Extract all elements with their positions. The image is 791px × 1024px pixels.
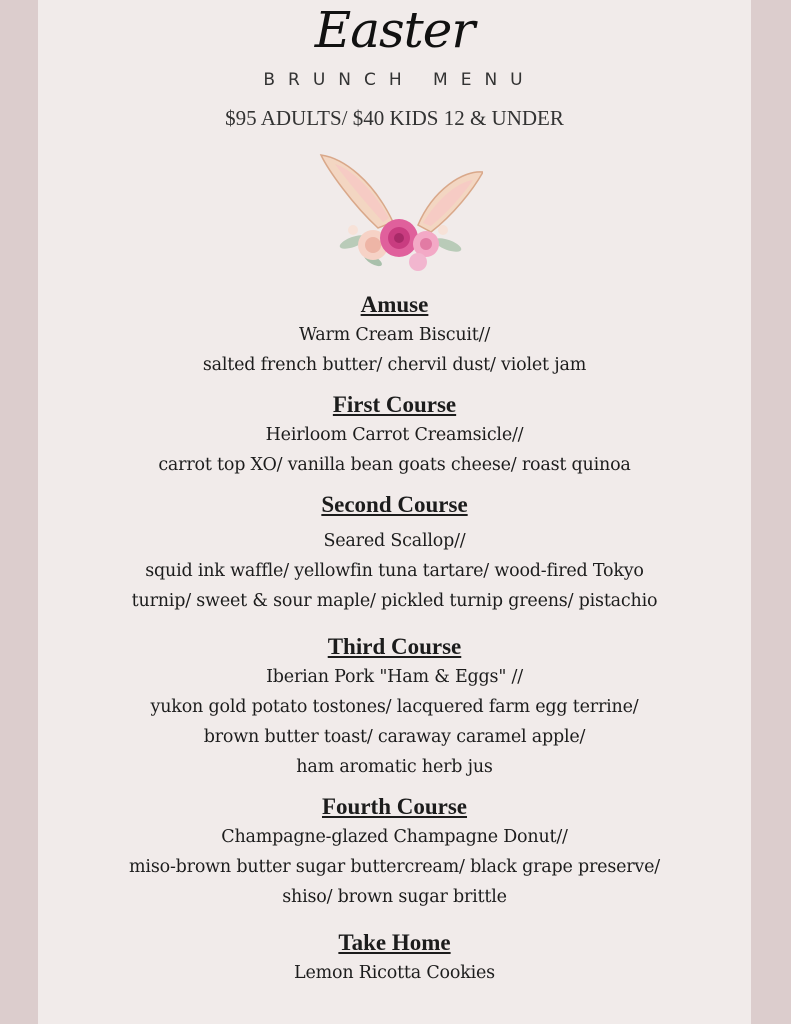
menu-line: brown butter toast/ caraway caramel apple/ [203,727,586,747]
menu-line: ham aromatic herb jus [296,757,493,777]
menu-line: Seared Scallop// [323,531,466,551]
menu-line: miso-brown butter sugar buttercream/ black grape preserve/ [129,857,660,877]
section-title: Third Course [327,634,462,659]
menu-line: Warm Cream Biscuit// [298,325,491,345]
bunny-ears-flowers-icon [313,150,483,275]
easter-script-title: Easter [314,1,475,59]
section-amuse [38,290,751,380]
section-title: Amuse [360,292,429,317]
section-second-course [38,490,751,616]
brunch-menu-subtitle: BRUNCH MENU [263,70,536,90]
menu-line: Heirloom Carrot Creamsicle// [265,425,524,445]
menu-sections [38,290,751,998]
section-title: Take Home [338,930,451,955]
section-first-course [38,390,751,480]
menu-line: turnip/ sweet & sour maple/ pickled turnip greens/ pistachio [131,591,658,611]
menu-page [38,0,751,1024]
section-fourth-course [38,792,751,912]
menu-line: squid ink waffle/ yellowfin tuna tartare/ wood-fired Tokyo [145,561,644,581]
menu-line: shiso/ brown sugar brittle [282,887,507,907]
menu-line: Iberian Pork "Ham & Eggs" // [266,667,523,687]
section-title: Second Course [321,492,468,517]
menu-line: salted french butter/ chervil dust/ violet jam [202,355,587,375]
menu-line: Lemon Ricotta Cookies [294,963,495,983]
menu-line: Champagne-glazed Champagne Donut// [221,827,568,847]
section-title: First Course [332,392,457,417]
section-third-course [38,632,751,782]
section-take-home [38,928,751,988]
section-title: Fourth Course [321,794,468,819]
price-line: $95 ADULTS/ $40 KIDS 12 & UNDER [225,106,564,130]
menu-line: yukon gold potato tostones/ lacquered farm egg terrine/ [150,697,639,717]
menu-line: carrot top XO/ vanilla bean goats cheese/ roast quinoa [158,455,631,475]
